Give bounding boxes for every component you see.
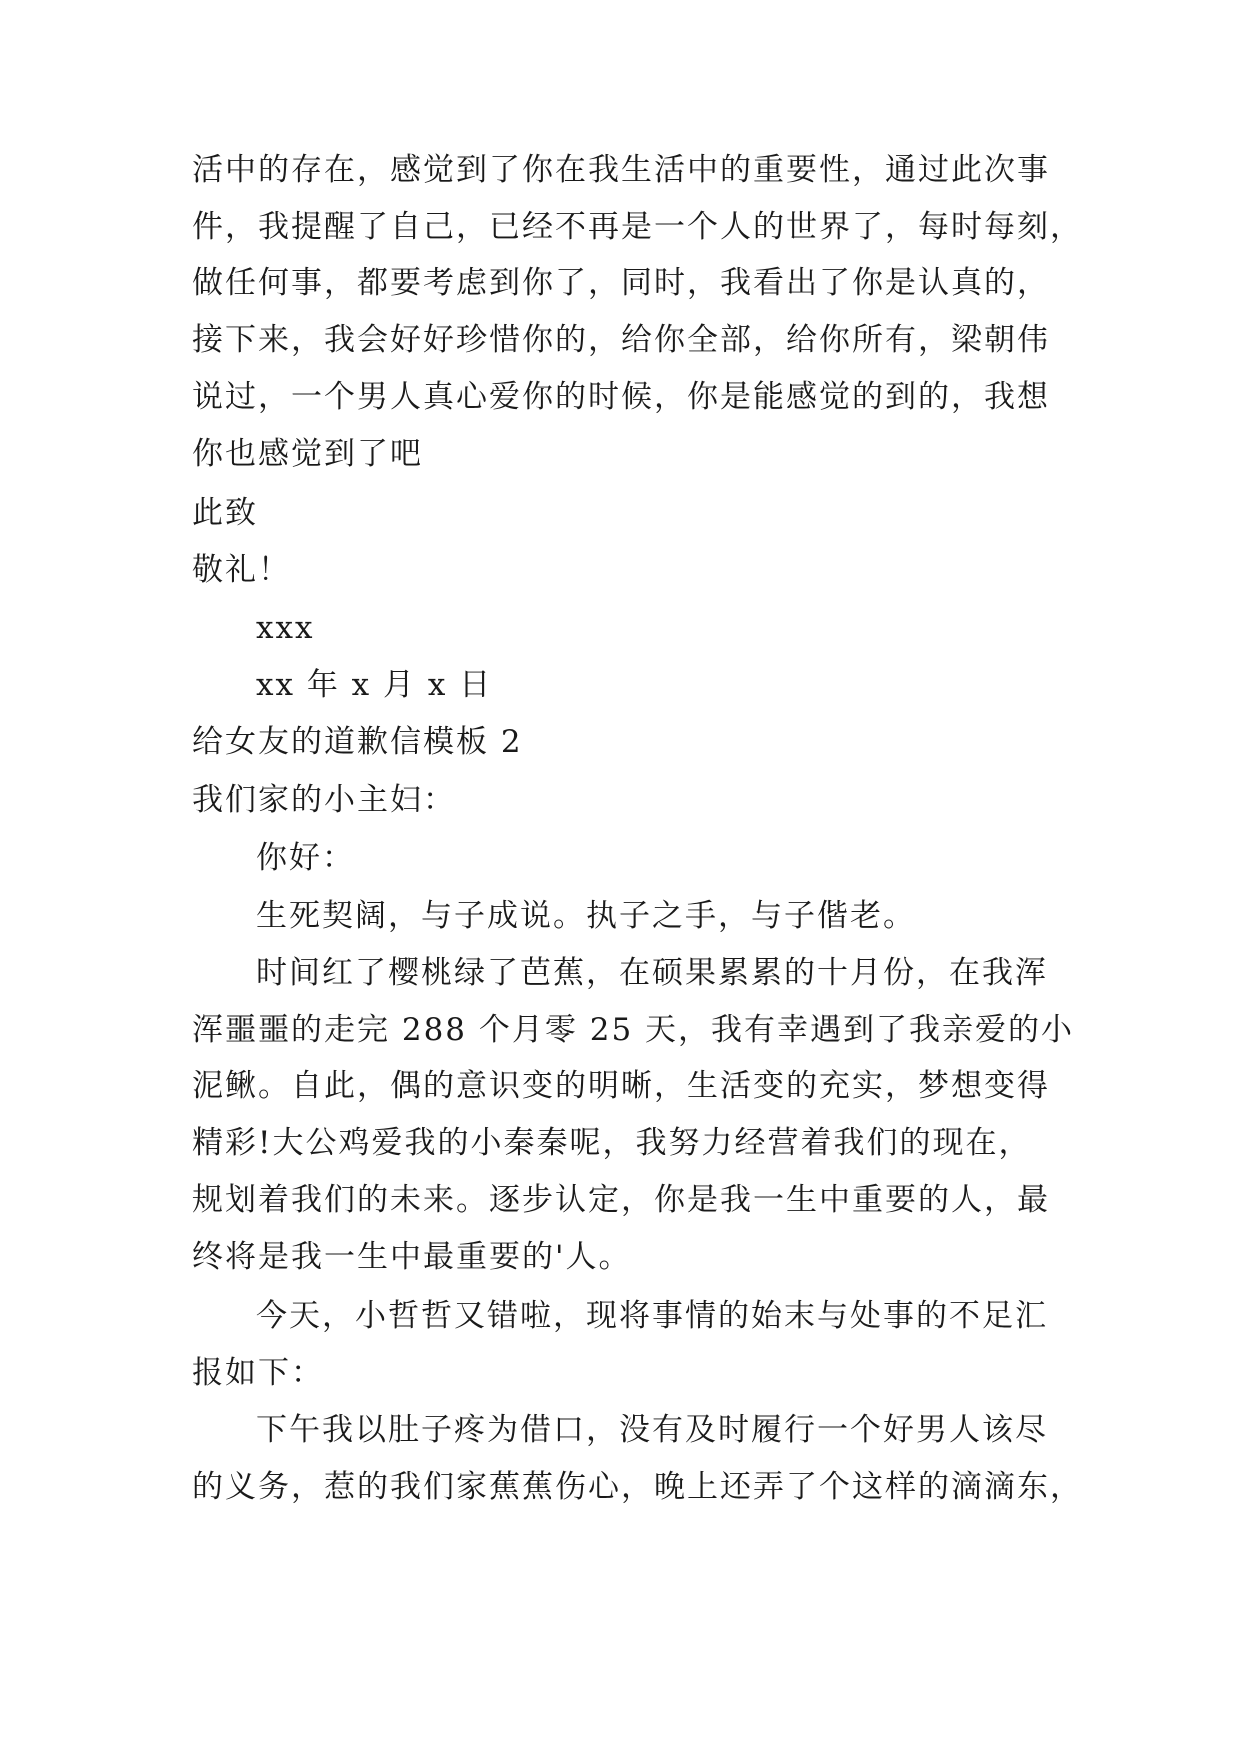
section-title: 给女友的道歉信模板 2 [192, 724, 523, 760]
letter-greeting: 你好： [256, 840, 355, 876]
paragraph-line: 活中的存在，感觉到了你在我生活中的重要性，通过此次事 [192, 152, 1050, 188]
paragraph-line: 精彩!大公鸡爱我的小秦秦呢，我努力经营着我们的现在， [192, 1125, 1032, 1161]
paragraph-line: 接下来，我会好好珍惜你的，给你全部，给你所有，梁朝伟 [192, 322, 1050, 358]
paragraph-line: 下午我以肚子疼为借口，没有及时履行一个好男人该尽 [256, 1412, 1048, 1448]
paragraph-line: 做任何事，都要考虑到你了，同时，我看出了你是认真的， [192, 265, 1050, 301]
letter-addressee: 我们家的小主妇： [192, 782, 456, 818]
paragraph-line: 规划着我们的未来。逐步认定，你是我一生中重要的人，最 [192, 1182, 1050, 1218]
paragraph-line: 终将是我一生中最重要的'人。 [192, 1239, 632, 1275]
paragraph-line: 件，我提醒了自己，已经不再是一个人的世界了，每时每刻， [192, 209, 1083, 245]
closing-salutation: 敬礼！ [192, 552, 291, 588]
paragraph-line: 时间红了樱桃绿了芭蕉，在硕果累累的十月份，在我浑 [256, 955, 1048, 991]
paragraph-line: 你也感觉到了吧 [192, 436, 423, 472]
closing-line: 此致 [192, 495, 258, 531]
paragraph-line: 的义务，惹的我们家蕉蕉伤心，晚上还弄了个这样的滴滴东， [192, 1469, 1083, 1505]
paragraph-line: 今天，小哲哲又错啦，现将事情的始末与处事的不足汇 [256, 1298, 1048, 1334]
signature-date: xx 年 x 月 x 日 [256, 667, 493, 703]
paragraph-line: 生死契阔，与子成说。执子之手，与子偕老。 [256, 898, 916, 934]
paragraph-line: 报如下： [192, 1355, 324, 1391]
signature-name: xxx [256, 610, 315, 646]
paragraph-line: 说过，一个男人真心爱你的时候，你是能感觉的到的，我想 [192, 379, 1050, 415]
paragraph-line: 泥鳅。自此，偶的意识变的明晰，生活变的充实，梦想变得 [192, 1068, 1050, 1104]
paragraph-line: 浑噩噩的走完 288 个月零 25 天，我有幸遇到了我亲爱的小 [192, 1012, 1075, 1048]
